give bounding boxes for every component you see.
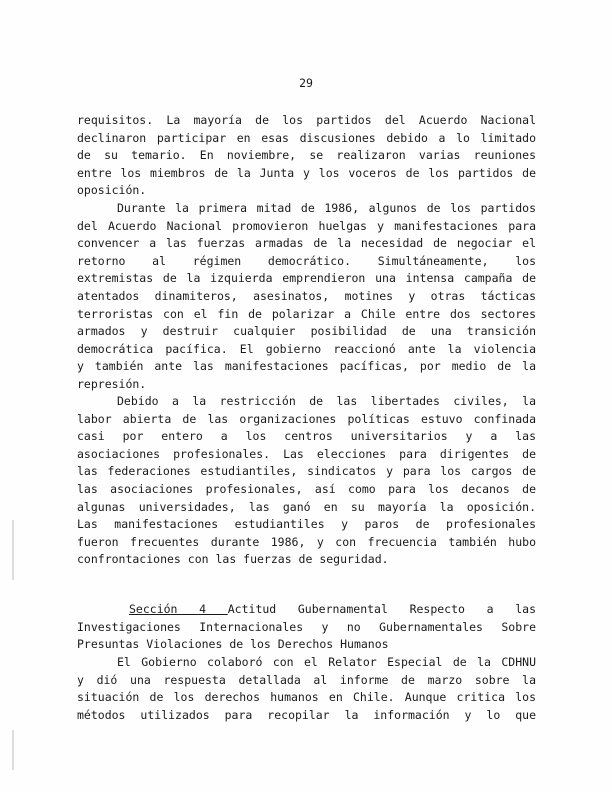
- scan-artifact: [12, 520, 14, 580]
- section-heading: [77, 601, 536, 654]
- text-line: las asociaciones profesionales, así como para los decanos de: [77, 481, 536, 496]
- text-line: declinaron participar en esas discusiones debido a lo limitado: [77, 130, 536, 145]
- text-line: retorno al régimen democrático. Simultáneamente, los: [77, 253, 536, 268]
- section-title-line: Presuntas Violaciones de los Derechos Humanos: [77, 637, 389, 652]
- text-line: asociaciones profesionales. Las elecciones para dirigentes de: [77, 446, 536, 461]
- text-line: de su temario. En noviembre, se realizaron varias reuniones: [77, 148, 536, 163]
- text-line: métodos utilizados para recopilar la información y lo que: [77, 707, 536, 722]
- text-line: situación de los derechos humanos en Chile. Aunque critica los: [77, 690, 536, 705]
- text-line: entre los miembros de la Junta y los voceros de los partidos de: [77, 165, 536, 180]
- text-line: oposición.: [77, 183, 147, 198]
- text-line: convencer a las fuerzas armadas de la necesidad de negociar el: [77, 236, 536, 251]
- paragraph-national-accord: [77, 200, 536, 394]
- text-line: Durante la primera mitad de 1986, algunos de los partidos: [117, 201, 536, 215]
- paragraph-civil-liberties: [77, 393, 536, 569]
- section-label: Sección 4: [129, 602, 228, 616]
- text-line: El Gobierno colaboró con el Relator Especial de la CDHNU: [117, 655, 536, 669]
- text-line: extremistas de la izquierda emprendieron una intensa campaña de: [77, 271, 536, 286]
- text-line: casi por entero a los centros universitarios y a las: [77, 429, 536, 444]
- text-line: represión.: [77, 376, 147, 391]
- text-line: y dió una respuesta detallada al informe de marzo sobre la: [77, 672, 536, 687]
- section-heading-line: [77, 601, 536, 619]
- paragraph-government-cooperation: [77, 654, 536, 724]
- section-title-line: Investigaciones Internacionales y no Gubernamentales Sobre: [77, 619, 536, 634]
- paragraph-continuation: [77, 112, 536, 200]
- scan-artifact: [12, 730, 14, 770]
- text-line: del Acuerdo Nacional promovieron huelgas y manifestaciones para: [77, 218, 536, 233]
- text-line: atentados dinamiteros, asesinatos, motines y otras tácticas: [77, 288, 536, 303]
- text-line: fueron frecuentes durante 1986, y con frecuencia también hubo: [77, 534, 536, 549]
- text-line: democrática pacífica. El gobierno reaccionó ante la violencia: [77, 341, 536, 356]
- page-number: 29: [299, 76, 313, 90]
- text-line: Debido a la restricción de las libertades civiles, la: [117, 394, 536, 408]
- text-line: armados y destruir cualquier posibilidad de una transición: [77, 324, 536, 339]
- section-title-part: Actitud Gubernamental Respecto a las: [227, 602, 536, 616]
- text-line: y también ante las manifestaciones pacíficas, por medio de la: [77, 359, 536, 374]
- text-line: requisitos. La mayoría de los partidos del Acuerdo Nacional: [77, 113, 536, 127]
- text-line: labor abierta de las organizaciones políticas estuvo confinada: [77, 411, 536, 426]
- text-line: algunas universidades, las ganó en su mayoría la oposición.: [77, 499, 536, 514]
- text-line: confrontaciones con las fuerzas de seguridad.: [77, 552, 389, 567]
- text-line: terroristas con el fin de polarizar a Chile entre dos sectores: [77, 306, 536, 321]
- text-line: Las manifestaciones estudiantiles y paros de profesionales: [77, 517, 536, 532]
- text-line: las federaciones estudiantiles, sindicatos y para los cargos de: [77, 464, 536, 479]
